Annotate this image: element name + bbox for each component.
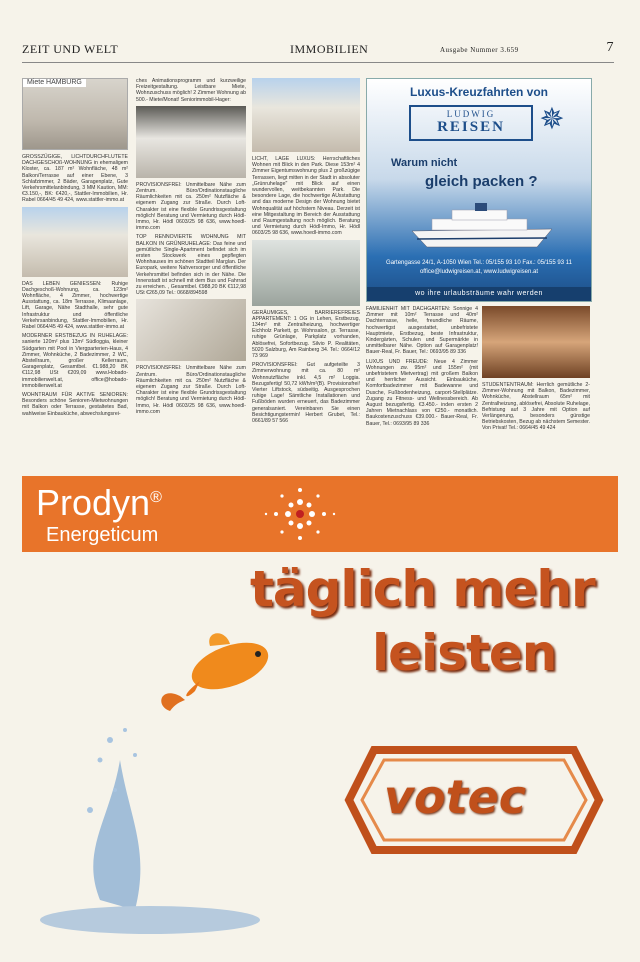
kitchen-photo	[136, 106, 246, 178]
bathroom-photo	[136, 299, 246, 361]
listing-text: PROVISIONSFREI: Unmittelbare Nähe zum Zentrum. Büro/Ordinationstaugliche Räumlichkeiten mit ca. 250m² Nutzfläche & eigenem Zugang zur Straße. Durch Loft-Charakter ist eine flexible Grundrissgestaltung möglich! Beratung und Vermietung durch Hödl-Immo, Hr. Hödl 0603/25 98 636, www.hoedl-immo.com	[136, 365, 246, 415]
listing-text: STUDENTENTRAUM: Herrlich gemütliche 2-Zimmer-Wohnung mit Balkon, Badezimmer, Wohnküche, Abstellraum 65m² mit Zentralheizung, ablösefrei, Absolute Ruhelage, Befristung auf 3 Jahre mit Option auf Verlängerung, besonders günstige Betriebskosten, Bezug ab nächstem Semester. Von Privat! Tel.: 0664/45 49 424	[482, 382, 590, 432]
listing-text: GROSSZÜGIGE, LICHTDURCHFLUTETE DACHGESCHOß-WOHNUNG in ehemaligem Kloster, ca. 187 m² Wohnfläche, 48 m² Balkon/Terrasse auf einer Ebene, 3 Schlafzimmer, 2 Bäder, Garagenplatz, Gute Verkehrsmittelanbindung, 3 MM Kaution, MM: €3.150,-, BK: €420,-, Stattler-Immobilien, Hr. Rabel 0664/45 49 424, www.stattler-immo.at	[22, 154, 128, 204]
ludwig-reisen-logo: LUDWIG REISEN	[409, 105, 533, 141]
living-room-photo	[482, 306, 590, 378]
prodyn-brand: Prodyn®	[36, 482, 162, 523]
ad-address: Gartengasse 24/1, A-1050 Wien Tel.: 05/155 93 10 Fax.: 05/155 93 11	[386, 260, 572, 266]
classifieds-column-3	[252, 78, 360, 463]
listing-text: LICHT, LAGE LUXUS: Herrschaftliches Wohnen mit Blick in den Park. Diese 153m² 4 Zimmer Eigentumswohnung plus 2 großzügige Terrassen, liegt mitten in der Stadt in absoluter „Grünruhelage" mit Blick auf einen wundervollen, weitbekannten Park. Die besondere Lage, die hochwertige AUsstattung and das moderne Design der Wohnung bietet Wohnqualität auf höchstem Niveau. Derzeit ist eine Mitgestaltung im Bereich der Ausstattung und Raumgestaltung noch möglich. Beratung und Vermietung durch Hödl-Immo, Hr. Hödl 0603/25 98 636, www.hoedl-immo.com	[252, 156, 360, 237]
votec-slogan-line-1: täglich mehr	[250, 560, 595, 618]
listing-text: LUXUS UND FREUDE: Neue 4 Zimmer Wohnungen zw. 95m² und 155m² (mit unbefristetem Mietvertrag) mit großem Balkon und herrlicher Aussicht. Einbauküche, Komfortbadezimmer mit Badewanne und Dusche, Fußbodenheizung, carport-Stellplätze. Zugang zu Fitness- und Wellnessbereich. Ab August bezugsfertig. €3.450.- inden ersten 2 Jahren Mietnachlass von €250.- monatlich. Baukostenzuschuss €39.000.- Bauer-Real, Fr. Bauer, Tel.: 0693/95 89 336	[366, 358, 478, 427]
page-header	[22, 38, 614, 63]
apartment-photo	[22, 78, 128, 150]
building-photo	[252, 78, 360, 152]
cruise-ship-image	[407, 201, 557, 251]
goldfish-image	[150, 626, 290, 716]
listing-text: TOP RENNOVIERTE WOHNUNG MIT BALKON IN GRÜNRUHELAGE: Das feine und gemütliche Single-Apartment befindet sich im ersten Stockwerk eines gepflegten Wohnhauses im schönen Stadtteil Marglan. Der Europark, weitere Nahversorger und öffentliche Verkehrsmittel befinden sich in der Nähe. Die Innenstadt ist schnell mit dem Bus und Fahrrad zu erreichen. , Gesamtbel. €988,20 BK €112,98 USt €265,09 Tel.: 0668/894598	[136, 234, 246, 297]
compass-icon: ✵	[539, 103, 565, 136]
listing-text: WOHNTRAUM FÜR AKTIVE SENIOREN: Besonders schöne Senioren-Mietwohnungen mit Balkon oder Terrasse, gestaltetes Bad, wahlweise Einbauküche, abwechslungsrei-	[22, 392, 128, 417]
ad-headline: Luxus-Kreuzfahrten von	[409, 85, 548, 99]
ad-contact	[371, 259, 587, 277]
classifieds-column-1	[22, 78, 128, 463]
listing-text: MODERNER ERSTBEZUG IN RUHELAGE: sanierte 120m² plus 13m² Südloggia, kleiner Südgarten mit Pool in Viergparterien-Haus, 4 Zimmer, Wohnküche, 2 Badezimmer, 2 WC, Abstellraum, großer Kellerraum, Garagenplatz, Gesamtbel. €1.988,20 BK €112,98 USt €209,09 www.Hobado-immobilienwelt.at, office@hobado-immobilienwelt.at	[22, 333, 128, 389]
classifieds-column-5	[482, 306, 590, 464]
prodyn-banner	[22, 476, 618, 552]
listing-text: GERÄUMIGES, BARRIEREFREIES APPARTEMENT: 1 OG in Lehen, Erstbezug, 134m² mit Zentralheizung, hochwertiger Eichholz Parkett, gr. Wohnsalon, gr. Terrasse, ruhige Grünlage, Parkplatz vorhanden, Ablösefrei, Sofortbezug. Silvio P. Realitäten, 5020 Salzburg, Am Rainberg 34. Tel.: 0664/12 73 969	[252, 309, 360, 360]
page-number: 7	[606, 40, 614, 55]
ludwig-reisen-ad	[366, 78, 592, 302]
listing-text: ches Animationsprogramm und kurzweilige Freizeitgestaltung. Leistbare Miete, Wohnzuschuss möglich! 2 Zimmer Wohnung ab 500.- Miete/Monat! Seniorimmobil-Hager:	[136, 78, 246, 103]
votec-slogan-line-2: leisten	[372, 624, 557, 682]
energy-burst-logo	[258, 482, 342, 546]
listing-text: DAS LEBEN GENIESSEN: Ruhige Dachgeschoß-Wohnung, ca. 123m² Wohnfläche, 4 Zimmer, hochwertige Ausstattung, ca. 18m Terrasse, Klimaanlage, Lift, Garage, Nähe Stadthalle, sehr gute Infrastruktur und öffentliche Verkehrsanbindung, Stattler-Immobilien, Hr. Rabel 0664/45 49 424, www.stattler-immo.at	[22, 280, 128, 331]
photo-tag: Miete HAMBURG	[23, 79, 86, 87]
ad-line-2: gleich packen ?	[425, 173, 538, 190]
interior-photo	[252, 240, 360, 306]
listing-text: FAMILIENHIT MIT DACHGARTEN: Sonnige 4 Zimmer mit 10m² Terrasse und 40m² Dachterrasse, helle, freundliche Räume, hochwertigst ausgestattet, unbefristete Hauptmiete, Erstbezug, beste Infrastruktur, Kindergärten, Schulen und Supermärkte in unmittelbarer Nähe. Option auf Garagenplatz! Bauer-Real, Fr. Bauer, Tel.: 0693/95 89 336	[366, 306, 478, 356]
ad-tagline: wo ihre urlaubsträume wahr werden	[367, 287, 591, 301]
ad-line-1: Warum nicht	[391, 157, 458, 169]
prodyn-subtitle: Energeticum	[46, 524, 159, 546]
section-label: ZEIT UND WELT	[22, 42, 119, 56]
classifieds-column-4	[366, 306, 478, 464]
building-photo	[22, 207, 128, 277]
issue-number: Ausgabe Nummer 3.659	[440, 46, 519, 54]
listing-text: PROVISIONSFREI: Unmittelbare Nähe zum Zentrum. Büro/Ordinationstaugliche Räumlichkeiten mit ca. 250m² Nutzfläche & eigenem Zugang zur Straße. Durch Loft-Charakter ist eine flexible Grundrissgestaltung möglich! Beratung und Vermietung durch Hödl-Immo, Hr. Hödl 0603/25 98 636, www.hoedl-immo.com	[136, 181, 246, 232]
listing-text: PROVISIONSFREI: Gut aufgeteilte 3 Zimmerwohnung mit ca. 80 m² Wohnnutzfläche inkl. 4,5 m² Loggia. Bezugsfertig! 50,72 kWh/m²(B). Provisionsfrei! Vierter Liftstock, südseitig. Ausgesprochen ruhige Lage! Sämtliche Installationen und Fußböden wurden erneuert, das Badezimmer generalsaniert. Vereinbaren Sie einen Besichtigungstermin! Herbert Grubet, Tel.: 0661/89 57 566	[252, 362, 360, 425]
votec-wordmark: votec	[384, 770, 527, 824]
ad-email-web: office@ludwigreisen.at, www.ludwigreisen.at	[419, 269, 539, 275]
classifieds-column-2	[136, 78, 246, 463]
water-splash-image	[40, 700, 260, 940]
section-title: IMMOBILIEN	[290, 42, 369, 56]
